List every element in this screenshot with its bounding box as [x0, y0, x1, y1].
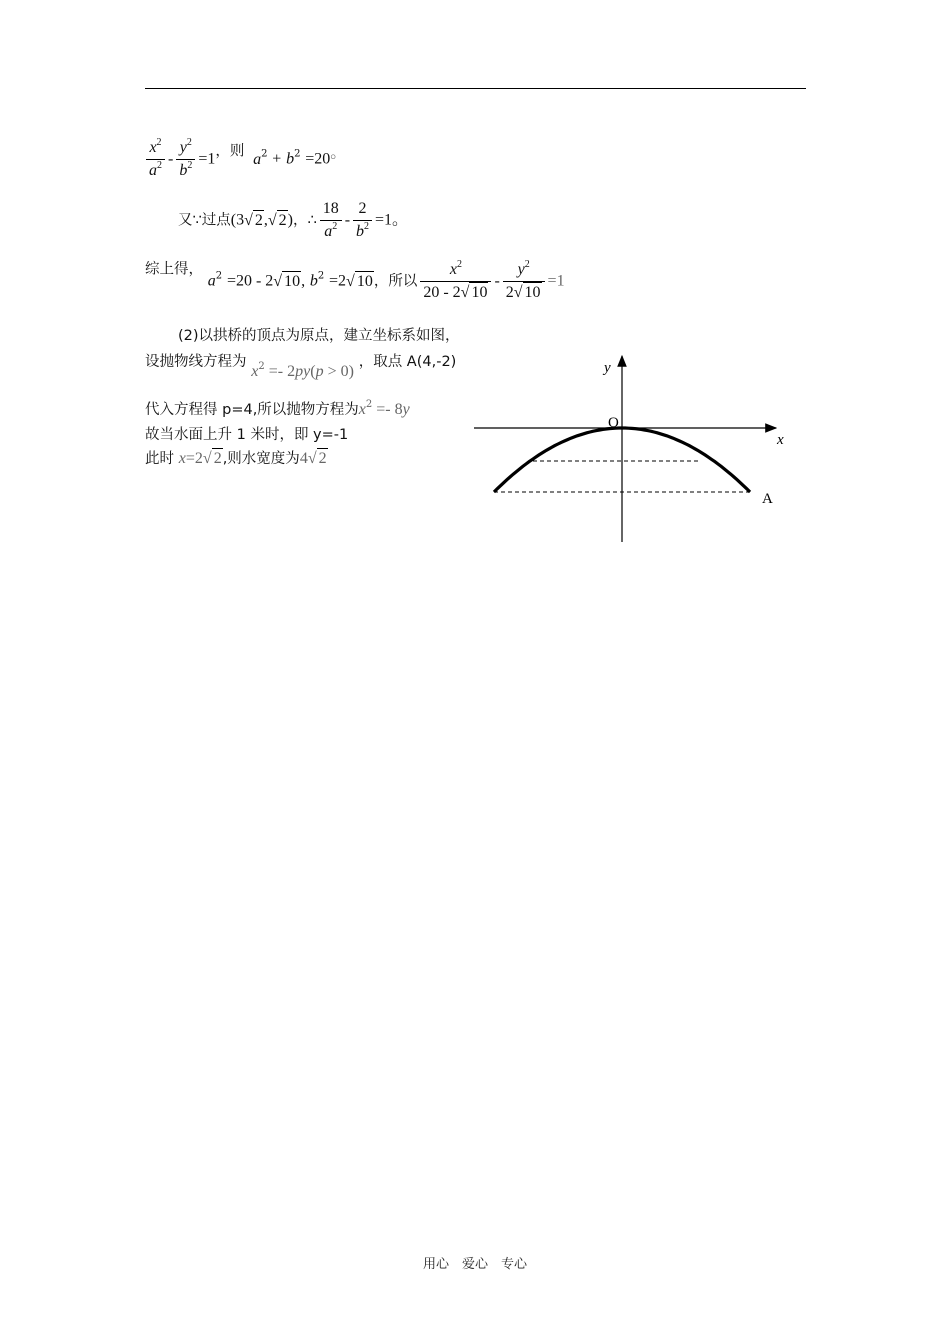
fraction-18-a2: $\frac{18}{a^2}$ [320, 201, 342, 240]
equation-line-2: 又∵过点(3√ 2,√ 2)，∴ $\frac{18}{a^2}$ - $\frac{2}{b^2}$ =1。 [178, 200, 409, 240]
para2-line-3: 代入方程得 p=4,所以抛物方程为$x^2 =- 8y$ [145, 399, 410, 418]
sqrt-2b: √ 2 [267, 211, 287, 229]
sqrt-10a: √ 10 [273, 272, 301, 290]
y-axis-label: y [604, 360, 611, 376]
header-rule [145, 88, 806, 89]
origin-label: O [608, 415, 619, 431]
sqrt-10b: √ 10 [346, 272, 373, 290]
para2-line-4: 故当水面上升 1 米时，即 y=-1 [145, 427, 349, 443]
fraction-y2-over: $\frac{y^2}{2√ 10}$ [503, 262, 545, 301]
parabola-arch [494, 428, 750, 492]
page-footer: 用心 爱心 专心 [422, 1257, 527, 1272]
fraction-x2-a2: $\frac{x^2}{a^2}$ [146, 140, 165, 179]
para2-line-5: 此时 x=2√ 2,则水宽度为4√ 2 [145, 450, 327, 467]
x-axis-label: x [777, 432, 784, 448]
point-a-label: A [762, 491, 773, 507]
fraction-y2-b2: $\frac{y^2}{b^2}$ [176, 140, 195, 179]
fraction-x2-over: $\frac{x^2}{20 - 2√ 10}$ [420, 262, 491, 301]
para2-line-2: 设抛物线方程为 $x^2 =- 2py(p > 0)$ ，取点 A(4,-2) [145, 354, 457, 380]
equation-line-3: 综上得， $a^2 =20 - 2√$ 10, $b^2 =2√$ 10，所以 $\frac{x^2}{20 - 2√ 10}$ - $\frac{y^2}{2√ 10}$ =1 [145, 259, 565, 301]
sqrt-2: √ 2 [244, 211, 263, 229]
para2-line-1: (2)以拱桥的顶点为原点，建立坐标系如图， [178, 328, 460, 344]
fraction-2-b2: $\frac{2}{b^2}$ [353, 201, 372, 240]
equation-line-1: $\frac{x^2}{a^2}$ - $\frac{y^2}{b^2}$ =1，则 $a^2 + b^2 =20$。 [143, 140, 346, 179]
